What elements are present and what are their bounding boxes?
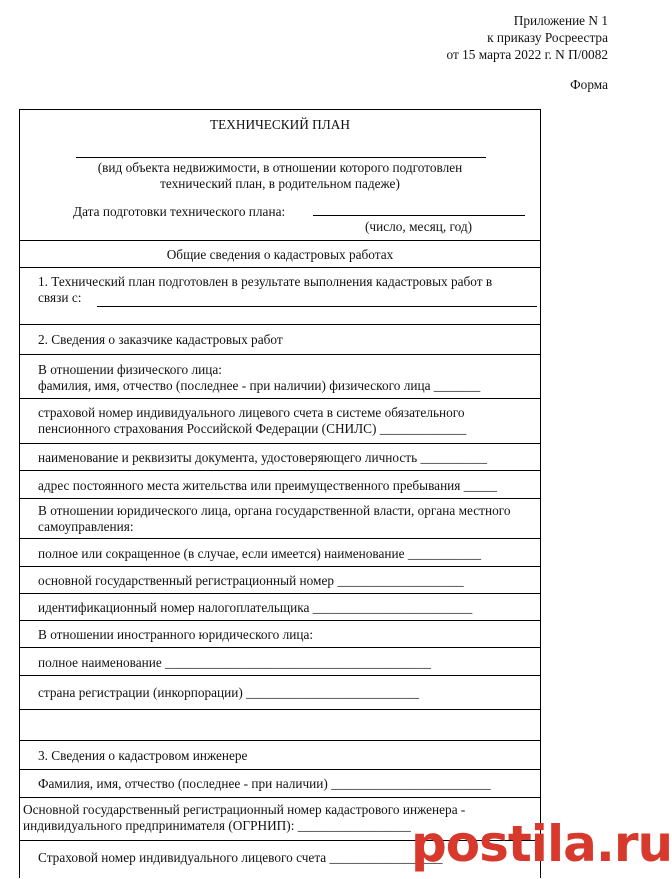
item-2-heading: 2. Сведения о заказчике кадастровых работ bbox=[38, 332, 283, 347]
inn-field[interactable]: идентификационный номер налогоплательщика ________________________ bbox=[38, 600, 473, 615]
legal-name-field[interactable]: полное или сокращенное (в случае, если имеется) наименование ___________ bbox=[38, 546, 481, 561]
ogrn-row bbox=[20, 567, 540, 594]
legal-entity-line-1: В отношении юридического лица, органа государственной власти, органа местного bbox=[38, 503, 511, 518]
title-block bbox=[20, 110, 540, 241]
form-table bbox=[19, 109, 541, 878]
legal-name-row bbox=[20, 539, 540, 567]
item-1-line-1: 1. Технический план подготовлен в результате выполнения кадастровых работ в bbox=[38, 274, 493, 289]
appendix-line: Приложение N 1 bbox=[513, 13, 608, 28]
foreign-name-field[interactable]: полное наименование ________________________________________ bbox=[38, 655, 431, 670]
individual-row bbox=[20, 355, 540, 399]
item-3-heading: 3. Сведения о кадастровом инженере bbox=[38, 748, 248, 763]
empty-row bbox=[20, 710, 540, 741]
order-date-line: от 15 марта 2022 г. N П/0082 bbox=[446, 47, 608, 62]
inn-row bbox=[20, 594, 540, 621]
item-2-heading-row bbox=[20, 325, 540, 355]
document-header bbox=[447, 12, 608, 63]
section-heading: Общие сведения о кадастровых работах bbox=[166, 247, 394, 262]
foreign-entity-row bbox=[20, 621, 540, 648]
item-1 bbox=[20, 268, 540, 325]
postila-watermark bbox=[411, 815, 672, 873]
country-row bbox=[20, 676, 540, 710]
individual-fio-field[interactable]: фамилия, имя, отчество (последнее - при наличии) физического лица _______ bbox=[38, 378, 481, 393]
ogrnip-field[interactable]: индивидуального предпринимателя (ОГРНИП): _________________ bbox=[23, 818, 411, 833]
legal-entity-row bbox=[20, 499, 540, 539]
foreign-name-row bbox=[20, 648, 540, 676]
object-type-line[interactable] bbox=[76, 157, 486, 158]
general-section bbox=[20, 241, 540, 268]
item-1-input-line[interactable] bbox=[97, 306, 537, 307]
address-field[interactable]: адрес постоянного места жительства или преимущественного пребывания _____ bbox=[38, 478, 497, 493]
item-1-line-2: связи с: bbox=[38, 290, 82, 305]
date-input-line[interactable] bbox=[313, 215, 525, 216]
id-doc-row bbox=[20, 444, 540, 471]
object-type-hint: (вид объекта недвижимости, в отношении которого подготовлен bbox=[97, 160, 463, 175]
country-field[interactable]: страна регистрации (инкорпорации) __________________________ bbox=[38, 685, 419, 700]
engineer-fio-row bbox=[20, 770, 540, 798]
snils-field[interactable]: пенсионного страхования Российской Федерации (СНИЛС) _____________ bbox=[38, 421, 467, 436]
id-doc-field[interactable]: наименование и реквизиты документа, удостоверяющего личность __________ bbox=[38, 450, 487, 465]
watermark-text: postila bbox=[411, 815, 596, 873]
watermark-dot: . bbox=[595, 815, 614, 873]
address-row bbox=[20, 471, 540, 499]
item-3-heading-row bbox=[20, 741, 540, 770]
object-type-hint-2: технический план, в родительном падеже) bbox=[160, 176, 400, 191]
date-label: Дата подготовки технического плана: bbox=[73, 204, 286, 219]
watermark-tld: ru bbox=[613, 815, 672, 873]
form-label: Форма bbox=[570, 77, 608, 92]
order-line: к приказу Росреестра bbox=[487, 30, 608, 45]
legal-entity-line-2: самоуправления: bbox=[38, 519, 134, 534]
page-title: ТЕХНИЧЕСКИЙ ПЛАН bbox=[210, 117, 350, 132]
engineer-fio-field[interactable]: Фамилия, имя, отчество (последнее - при наличии) ________________________ bbox=[38, 776, 491, 791]
ogrn-field[interactable]: основной государственный регистрационный номер ___________________ bbox=[38, 573, 464, 588]
ogrnip-line-1: Основной государственный регистрационный номер кадастрового инженера - bbox=[23, 802, 466, 817]
foreign-entity-label: В отношении иностранного юридического лица: bbox=[38, 627, 314, 642]
date-hint: (число, месяц, год) bbox=[365, 219, 473, 234]
snils-row bbox=[20, 399, 540, 444]
individual-label: В отношении физического лица: bbox=[38, 362, 222, 377]
snils-line-1: страховой номер индивидуального лицевого счета в системе обязательного bbox=[38, 405, 465, 420]
engineer-snils-field[interactable]: Страховой номер индивидуального лицевого счета _________________ bbox=[38, 850, 443, 865]
